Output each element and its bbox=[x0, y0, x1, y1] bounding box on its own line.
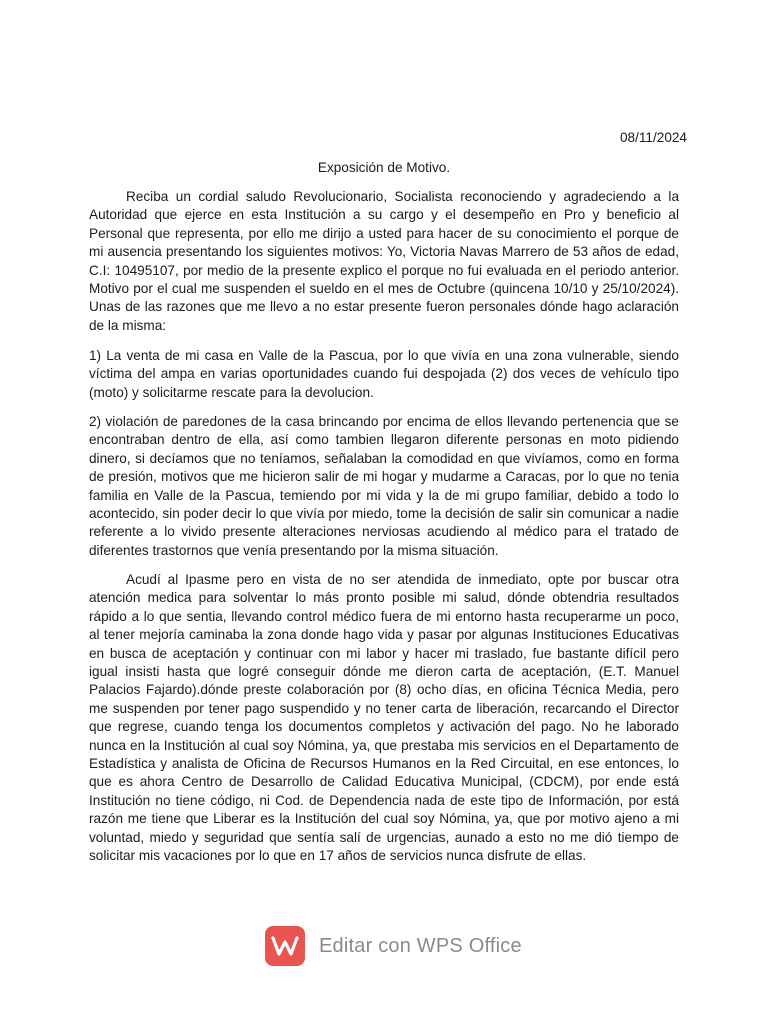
document-date: 08/11/2024 bbox=[619, 130, 687, 145]
wps-logo-icon bbox=[265, 926, 305, 966]
document-title: Exposición de Motivo. bbox=[317, 160, 451, 175]
edit-with-wps-button[interactable] bbox=[265, 926, 522, 966]
paragraph-explanation: Acudí al Ipasme pero en vista de no ser atendida de inmediato, opte por buscar otra atención medica para solventar lo más pronto posible mi salud, dónde obtendria resultados rápido a lo que sentia, llevando control médico fuera de mi entorno hasta recuperarme un poco, al tener mejoría caminaba la zona donde hago vida y pasar por algunas Instituciones Educativas en busca de aceptación y continuar con mi labor y hacer mi traslado, fue bastante difícil pero igual insisti hasta que logré conseguir dónde me dieron carta de aceptación, (E.T. Manuel Palacios Fajardo).dónde preste colaboración por (8) ocho días, en oficina Técnica Media, pero me suspenden por tener pago suspendido y no tener carta de liberación, recarcando el Director que regrese, cuando tenga los documentos completos y activación del pago. No he laborado nunca en la Institución al cual soy Nómina, ya, que prestaba mis servicios en el Departamento de Estadística y analista de Oficina de Recursos Humanos en la Red Circuital, en ese entonces, lo que es ahora Centro de Desarrollo de Calidad Educativa Municipal, (CDCM), por ende está Institución no tiene código, ni Cod. de Dependencia nada de este tipo de Información, por está razón me tiene que Liberar es la Institución del cual soy Nómina, ya, que por motivo ajeno a mi voluntad, miedo y seguridad que sentía salí de urgencias, aunado a esto no me dió tiempo de solicitar mis vacaciones por lo que en 17 años de servicios nunca disfrute de ellas. bbox=[89, 572, 679, 864]
wps-edit-label: Editar con WPS Office bbox=[319, 934, 522, 957]
paragraph-reason-1: 1) La venta de mi casa en Valle de la Pascua, por lo que vivía en una zona vulnerable, siendo víctima del ampa en varias oportunidades cuando fui despojada (2) dos veces de vehículo tipo (moto) y solicitarme rescate para la devolucion. bbox=[89, 348, 679, 400]
paragraph-intro: Reciba un cordial saludo Revolucionario, Socialista reconociendo y agradeciendo a la Autoridad que ejerce en esta Institución a su cargo y el desempeño en Pro y beneficio al Personal que representa, por ello me dirijo a usted para hacer de su conocimiento el porque de mi ausencia presentando los siguientes motivos: Yo, Victoria Navas Marrero de 53 años de edad, C.I: 10495107, por medio de la presente explico el porque no fui evaluada en el periodo anterior. Motivo por el cual me suspenden el sueldo en el mes de Octubre (quincena 10/10 y 25/10/2024). Unas de las razones que me llevo a no estar presente fueron personales dónde hago aclaración de la misma: bbox=[89, 189, 679, 333]
paragraph-reason-2: 2) violación de paredones de la casa brincando por encima de ellos llevando pertenencia que se encontraban dentro de ella, así como tambien llegaron diferente personas en moto pidiendo dinero, si decíamos que no teníamos, señalaban la comodidad en que vivíamos, como en forma de presión, motivos que me hicieron salir de mi hogar y mudarme a Caracas, por lo que no tenia familia en Valle de la Pascua, temiendo por mi vida y la de mi grupo familiar, debido a todo lo acontecido, sin poder decir lo que vivía por miedo, tome la decisión de salir sin comunicar a nadie referente a lo vivido presente alteraciones nerviosas acudiendo al médico para el tratado de diferentes trastornos que venía presentando por la misma situación. bbox=[89, 414, 679, 558]
